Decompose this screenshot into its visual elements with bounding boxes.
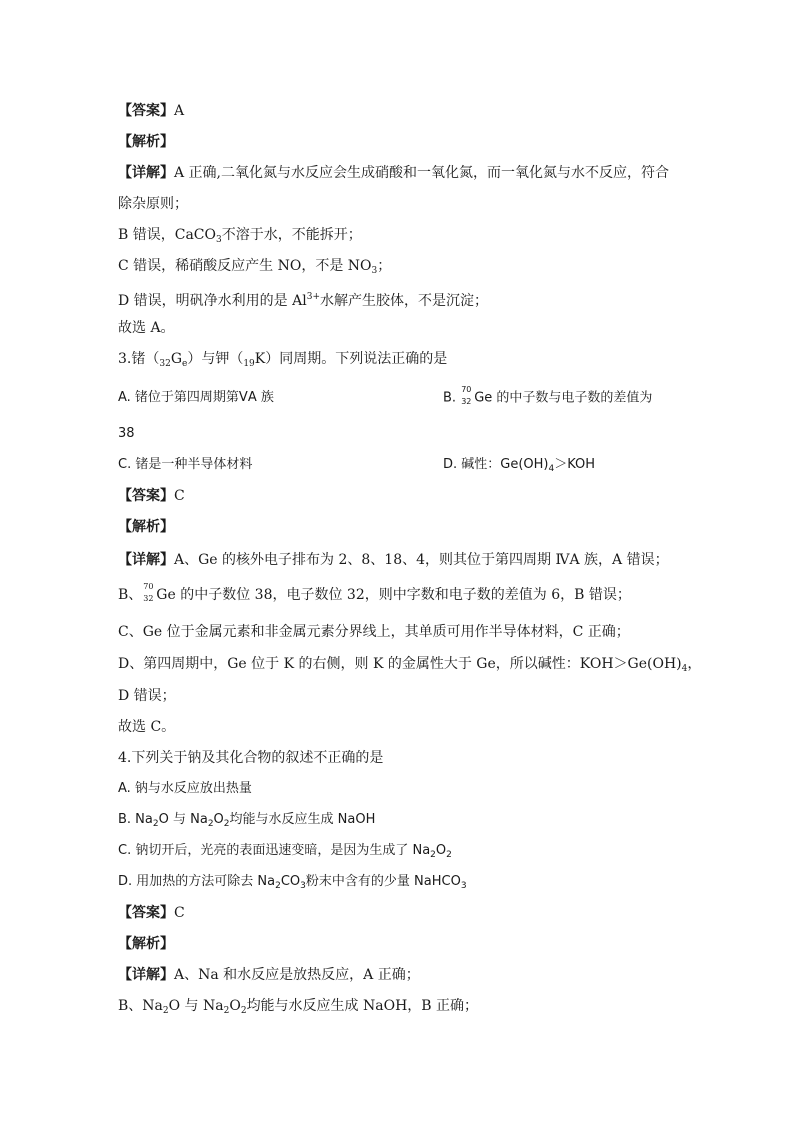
q3-detail-d: D、第四周期中，Ge 位于 K 的右侧，则 K 的金属性大于 Ge，所以碱性：$KOH>Ge(OH)_4$， [118,656,702,674]
q3-option-b-cont: 38 [118,426,135,441]
answer-tag: 【答案】 [118,103,174,119]
answer-value: A [174,103,185,119]
q4-detail-b: B、$Na_2O$ 与 $Na_2O_2$均能与水反应生成 NaOH，B 正确； [118,998,479,1016]
q2-conclusion: 故选 A。 [118,320,175,336]
q3-detail-c: C、Ge 位于金属元素和非金属元素分界线上，其单质可用作半导体材料，C 正确； [118,624,630,640]
q3-analysis-tag: 【解析】 [118,519,174,535]
q3-answer-line [118,486,185,506]
nuclide-notation: 70 32 [461,385,472,406]
q4-detail-a: 【详解】A、Na 和水反应是放热反应，A 正确； [118,967,420,983]
q2-item-c: C 错误，稀硝酸反应产生 NO，不是 $NO_3$； [118,258,392,276]
answer-tag: 【答案】 [118,488,174,504]
q2-analysis-tag: 【解析】 [118,134,174,150]
q4-stem: 4.下列关于钠及其化合物的叙述不正确的是 [118,750,384,766]
detail-tag: 【详解】 [118,967,174,983]
q2-item-d: D 错误，明矾净水利用的是 $Al^{3+}$水解产生胶体，不是沉淀； [118,292,488,309]
q3-option-d: D. 碱性：$Ge(OH)_4>KOH$ [443,457,596,474]
q2-answer-line [118,101,184,121]
q2-detail-cont: 除杂原则； [118,196,188,212]
q2-detail-line: 【详解】A 正确,二氧化氮与水反应会生成硝酸和一氧化氮，而一氧化氮与水不反应，符合 [118,165,670,181]
answer-value: C [174,905,185,921]
q4-option-c: C. 钠切开后，光亮的表面迅速变暗，是因为生成了 $Na_2O_2$ [118,843,452,860]
q3-option-b: B. 70 32 Ge 的中子数与电子数的差值为 [443,385,653,406]
answer-tag: 【答案】 [118,905,174,921]
q3-conclusion: 故选 C。 [118,719,176,735]
q4-answer-line [118,903,185,923]
detail-tag: 【详解】 [118,165,174,181]
q3-option-a: A. 锗位于第四周期第ⅤA 族 [118,390,274,405]
q4-analysis-tag: 【解析】 [118,936,174,952]
q4-option-a: A. 钠与水反应放出热量 [118,781,252,796]
q2-item-b: B 错误，CaCO$_3$不溶于水，不能拆开； [118,227,362,245]
answer-value: C [174,488,185,504]
q3-stem: 3.锗$(_{32}G_e)$与钾$(_{19}K)$同周期。下列说法正确的是 [118,351,448,369]
q3-detail-b: B、 70 32 Ge 的中子数位 38，电子数位 32，则中字数和电子数的差值为 6，B 错误； [118,582,631,603]
detail-tag: 【详解】 [118,552,174,568]
nuclide-notation: 70 32 [143,582,154,603]
q3-detail-a: 【详解】A、Ge 的核外电子排布为 2、8、18、4，则其位于第四周期 ⅣA 族，A 错误； [118,552,669,568]
q3-detail-d-cont: D 错误； [118,688,176,704]
q4-option-b: B. $Na_2O$ 与 $Na_2O_2$均能与水反应生成 NaOH [118,812,376,829]
q3-option-c: C. 锗是一种半导体材料 [118,457,253,472]
q4-option-d: D. 用加热的方法可除去 $Na_2CO_3$粉末中含有的少量 NaHCO$_3$ [118,874,467,891]
